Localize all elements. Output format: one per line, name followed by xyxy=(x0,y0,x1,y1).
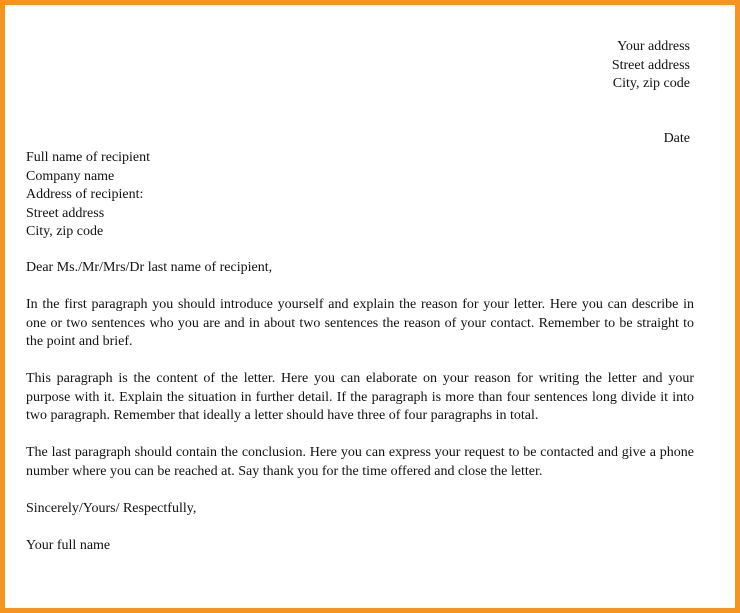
signature-name: Your full name xyxy=(26,537,111,553)
recipient-company-line: Company name xyxy=(26,168,115,184)
letter-date: Date xyxy=(663,131,690,146)
recipient-street-line: Street address xyxy=(26,205,105,221)
complimentary-close: Sincerely/Yours/ Respectfully, xyxy=(26,500,197,516)
recipient-address-block xyxy=(26,149,150,242)
letter-body xyxy=(26,259,694,555)
recipient-address-label: Address of recipient: xyxy=(26,187,144,202)
sender-address-line: Your address xyxy=(617,39,690,54)
recipient-name-line: Full name of recipient xyxy=(26,150,151,165)
sender-city-line: City, zip code xyxy=(612,76,690,91)
recipient-city-line: City, zip code xyxy=(26,224,104,239)
intro-paragraph: In the first paragraph you should introduce yourself and explain the reason for your letter. Here you can describe in one or two sentences who you are and in about two sentences the reason of your contact. Remember to be straight to the point and brief. xyxy=(26,297,694,349)
sender-street-line: Street address xyxy=(611,57,690,73)
sender-address-block xyxy=(612,38,690,94)
salutation: Dear Ms./Mr/Mrs/Dr last name of recipient, xyxy=(26,260,273,275)
conclusion-paragraph: The last paragraph should contain the conclusion. Here you can express your request to be contacted and give a phone number where you can be reached at. Say thank you for the time offered and close the letter. xyxy=(26,445,694,479)
content-paragraph: This paragraph is the content of the letter. Here you can elaborate on your reason for writing the letter and your purpose with it. Explain the situation in further detail. If the paragraph is more than four sentences long divide it into two paragraph. Remember that ideally a letter should have three of four paragraphs in total. xyxy=(26,371,694,423)
